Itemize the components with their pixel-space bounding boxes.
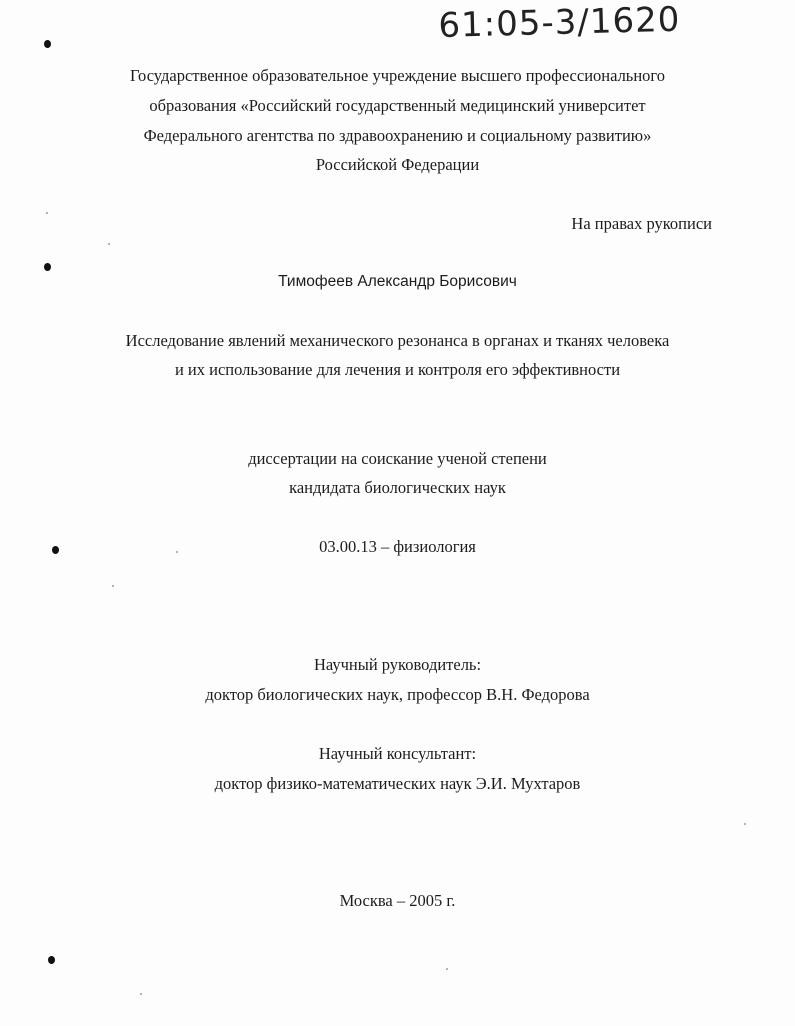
consultant-label: Научный консультант: — [318, 744, 477, 763]
binding-hole-mark — [44, 40, 51, 48]
scan-speck — [140, 993, 142, 995]
degree-line: диссертации на соискание ученой степени — [248, 449, 547, 468]
handwritten-archive-number: 61:05-3/1620 — [438, 0, 681, 46]
binding-hole-mark — [44, 263, 51, 271]
degree-line: кандидата биологических наук — [289, 478, 506, 497]
dissertation-title-line: и их использование для лечения и контроля его эффективности — [174, 360, 621, 379]
binding-hole-mark — [48, 956, 55, 964]
author-name: Тимофеев Александр Борисович — [278, 273, 517, 290]
institution-line: образования «Российский государственный медицинский университет — [149, 96, 646, 115]
institution-line: Российской Федерации — [315, 155, 480, 174]
dissertation-title-line: Исследование явлений механического резонанса в органах и тканях человека — [125, 331, 670, 350]
city-year: Москва – 2005 г. — [339, 891, 456, 910]
scan-speck — [112, 585, 114, 587]
supervisor-label: Научный руководитель: — [313, 655, 482, 674]
specialty-code: 03.00.13 – физиология — [319, 537, 476, 556]
scan-speck — [744, 823, 746, 825]
institution-line: Федерального агентства по здравоохранению и социальному развитию» — [143, 126, 652, 145]
scan-speck — [446, 968, 448, 970]
consultant-name: доктор физико-математических наук Э.И. Мухтаров — [214, 774, 581, 793]
manuscript-rights: На правах рукописи — [571, 214, 712, 233]
institution-line: Государственное образовательное учреждение высшего профессионального — [129, 66, 666, 85]
scan-speck — [108, 243, 110, 245]
supervisor-name: доктор биологических наук, профессор В.Н. Федорова — [205, 685, 590, 704]
